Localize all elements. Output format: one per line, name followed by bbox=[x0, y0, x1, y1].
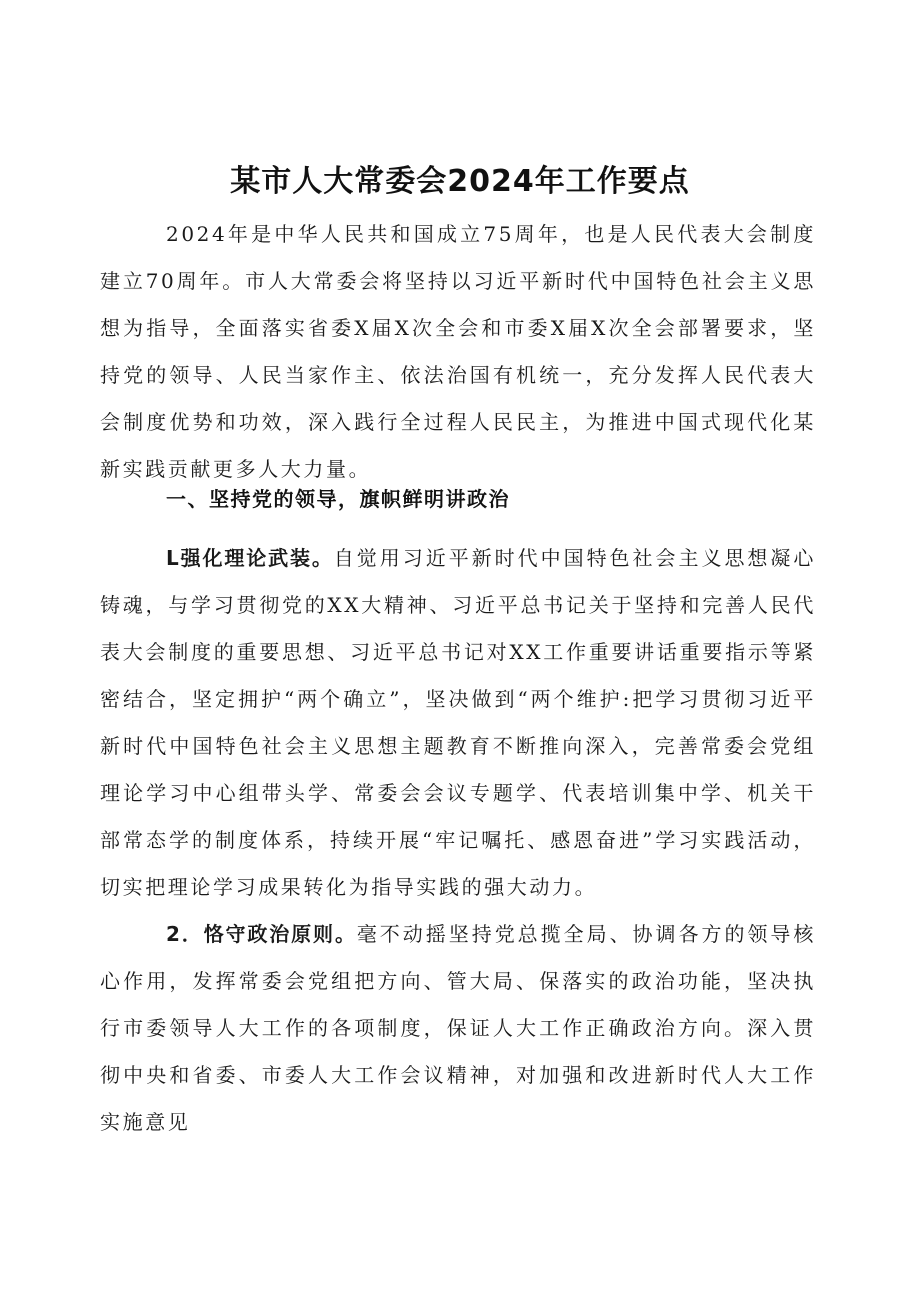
section-item-1-text: 自觉用习近平新时代中国特色社会主义思想凝心铸魂，与学习贯彻党的XX大精神、习近平总书记关于坚持和完善人民代表大会制度的重要思想、习近平总书记对XX工作重要讲话重要指示等紧密结合，坚定拥护“两个确立”，坚决做到“两个维护:把学习贯彻习近平新时代中国特色社会主义思想主题教育不断推向深入，完善常委会党组理论学习中心组带头学、常委会会议专题学、代表培训集中学、机关干部常态学的制度体系，持续开展“牢记嘱托、感恩奋进”学习实践活动，切实把理论学习成果转化为指导实践的强大动力。 bbox=[100, 546, 816, 899]
section-item-2-lead: 2．恪守政治原则。 bbox=[166, 922, 357, 946]
section-item-2-text: 毫不动摇坚持党总揽全局、协调各方的领导核心作用，发挥常委会党组把方向、管大局、保落实的政治功能，坚决执行市委领导人大工作的各项制度，保证人大工作正确政治方向。深入贯彻中央和省委、市委人大工作会议精神，对加强和改进新时代人大工作实施意见 bbox=[100, 922, 817, 1134]
section-heading-1: 一、坚持党的领导，旗帜鲜明讲政治 bbox=[166, 487, 510, 511]
intro-paragraph: 2024年是中华人民共和国成立75周年，也是人民代表大会制度建立70周年。市人大常委会将坚持以习近平新时代中国特色社会主义思想为指导，全面落实省委X届X次全会和市委X届X次全会部署要求，坚持党的领导、人民当家作主、依法治国有机统一，充分发挥人民代表大会制度优势和功效，深入践行全过程人民民主，为推进中国式现代化某新实践贡献更多人大力量。 bbox=[100, 222, 816, 481]
section-item-2 bbox=[100, 911, 816, 1146]
section-item-1 bbox=[100, 535, 816, 911]
document-title: 某市人大常委会2024年工作要点 bbox=[230, 164, 690, 199]
section-item-1-lead: L强化理论武装。 bbox=[166, 546, 334, 570]
